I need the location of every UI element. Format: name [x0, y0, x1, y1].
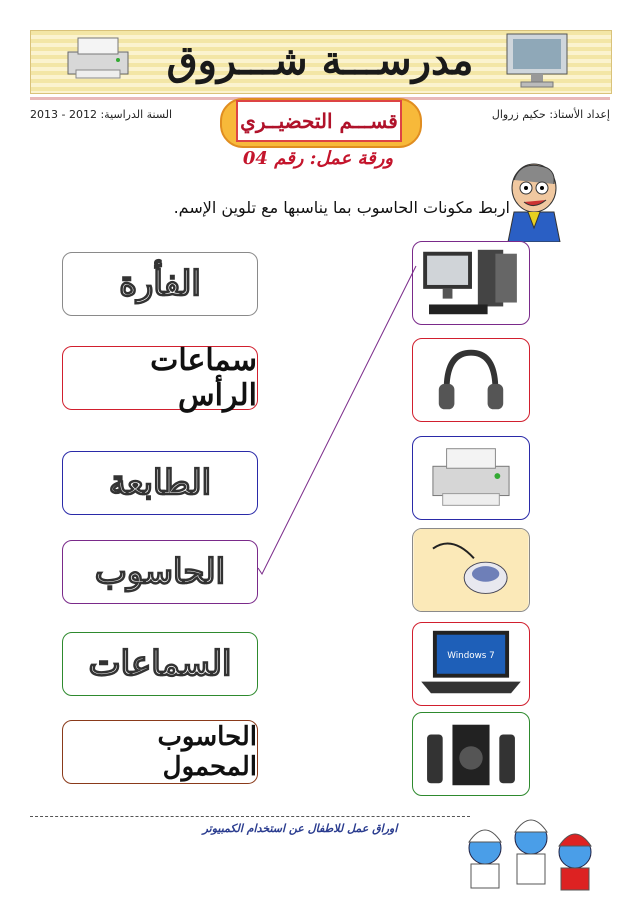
picture-box-headphones[interactable]	[412, 338, 530, 422]
printer-icon	[413, 437, 529, 519]
worksheet-number: ورقة عمل: رقم 04	[242, 148, 394, 169]
laptop-icon	[413, 623, 529, 705]
instruction-text: اربط مكونات الحاسوب بما يناسبها مع تلوين الإسم.	[173, 198, 510, 217]
footer-text: اوراق عمل للاطفال عن استخدام الكمبيوتر	[202, 822, 398, 835]
department-title: قســـم التحضيــري	[236, 100, 402, 142]
mouse-icon	[413, 529, 529, 611]
school-year: السنة الدراسية: 2012 - 2013	[30, 108, 173, 121]
word-box-computer[interactable]: الحاسوب	[62, 540, 258, 604]
word-box-printer[interactable]: الطابعة	[62, 451, 258, 515]
picture-box-desktop[interactable]	[412, 241, 530, 325]
printer-decoration-icon	[62, 30, 134, 84]
laptop-screen-text: Windows 7	[447, 651, 495, 662]
monitor-decoration-icon	[495, 30, 580, 90]
picture-box-mouse[interactable]	[412, 528, 530, 612]
desktop-computer-icon	[413, 242, 529, 324]
word-box-mouse[interactable]: الفأرة	[62, 252, 258, 316]
footer-divider	[30, 816, 470, 817]
teacher-name: إعداد الأستاذ: حكيم زروال	[491, 108, 610, 121]
headphones-icon	[413, 339, 529, 421]
smurfs-icon	[455, 808, 605, 896]
word-box-laptop[interactable]: الحاسوب المحمول	[62, 720, 258, 784]
word-box-speakers[interactable]: السماعات	[62, 632, 258, 696]
school-name: مدرســـة شـــروق	[166, 37, 474, 84]
picture-box-laptop[interactable]	[412, 622, 530, 706]
teacher-character-icon	[500, 158, 570, 242]
picture-box-speakers[interactable]	[412, 712, 530, 796]
speakers-icon	[413, 713, 529, 795]
word-box-headphones[interactable]: سماعات الرأس	[62, 346, 258, 410]
picture-box-printer[interactable]	[412, 436, 530, 520]
